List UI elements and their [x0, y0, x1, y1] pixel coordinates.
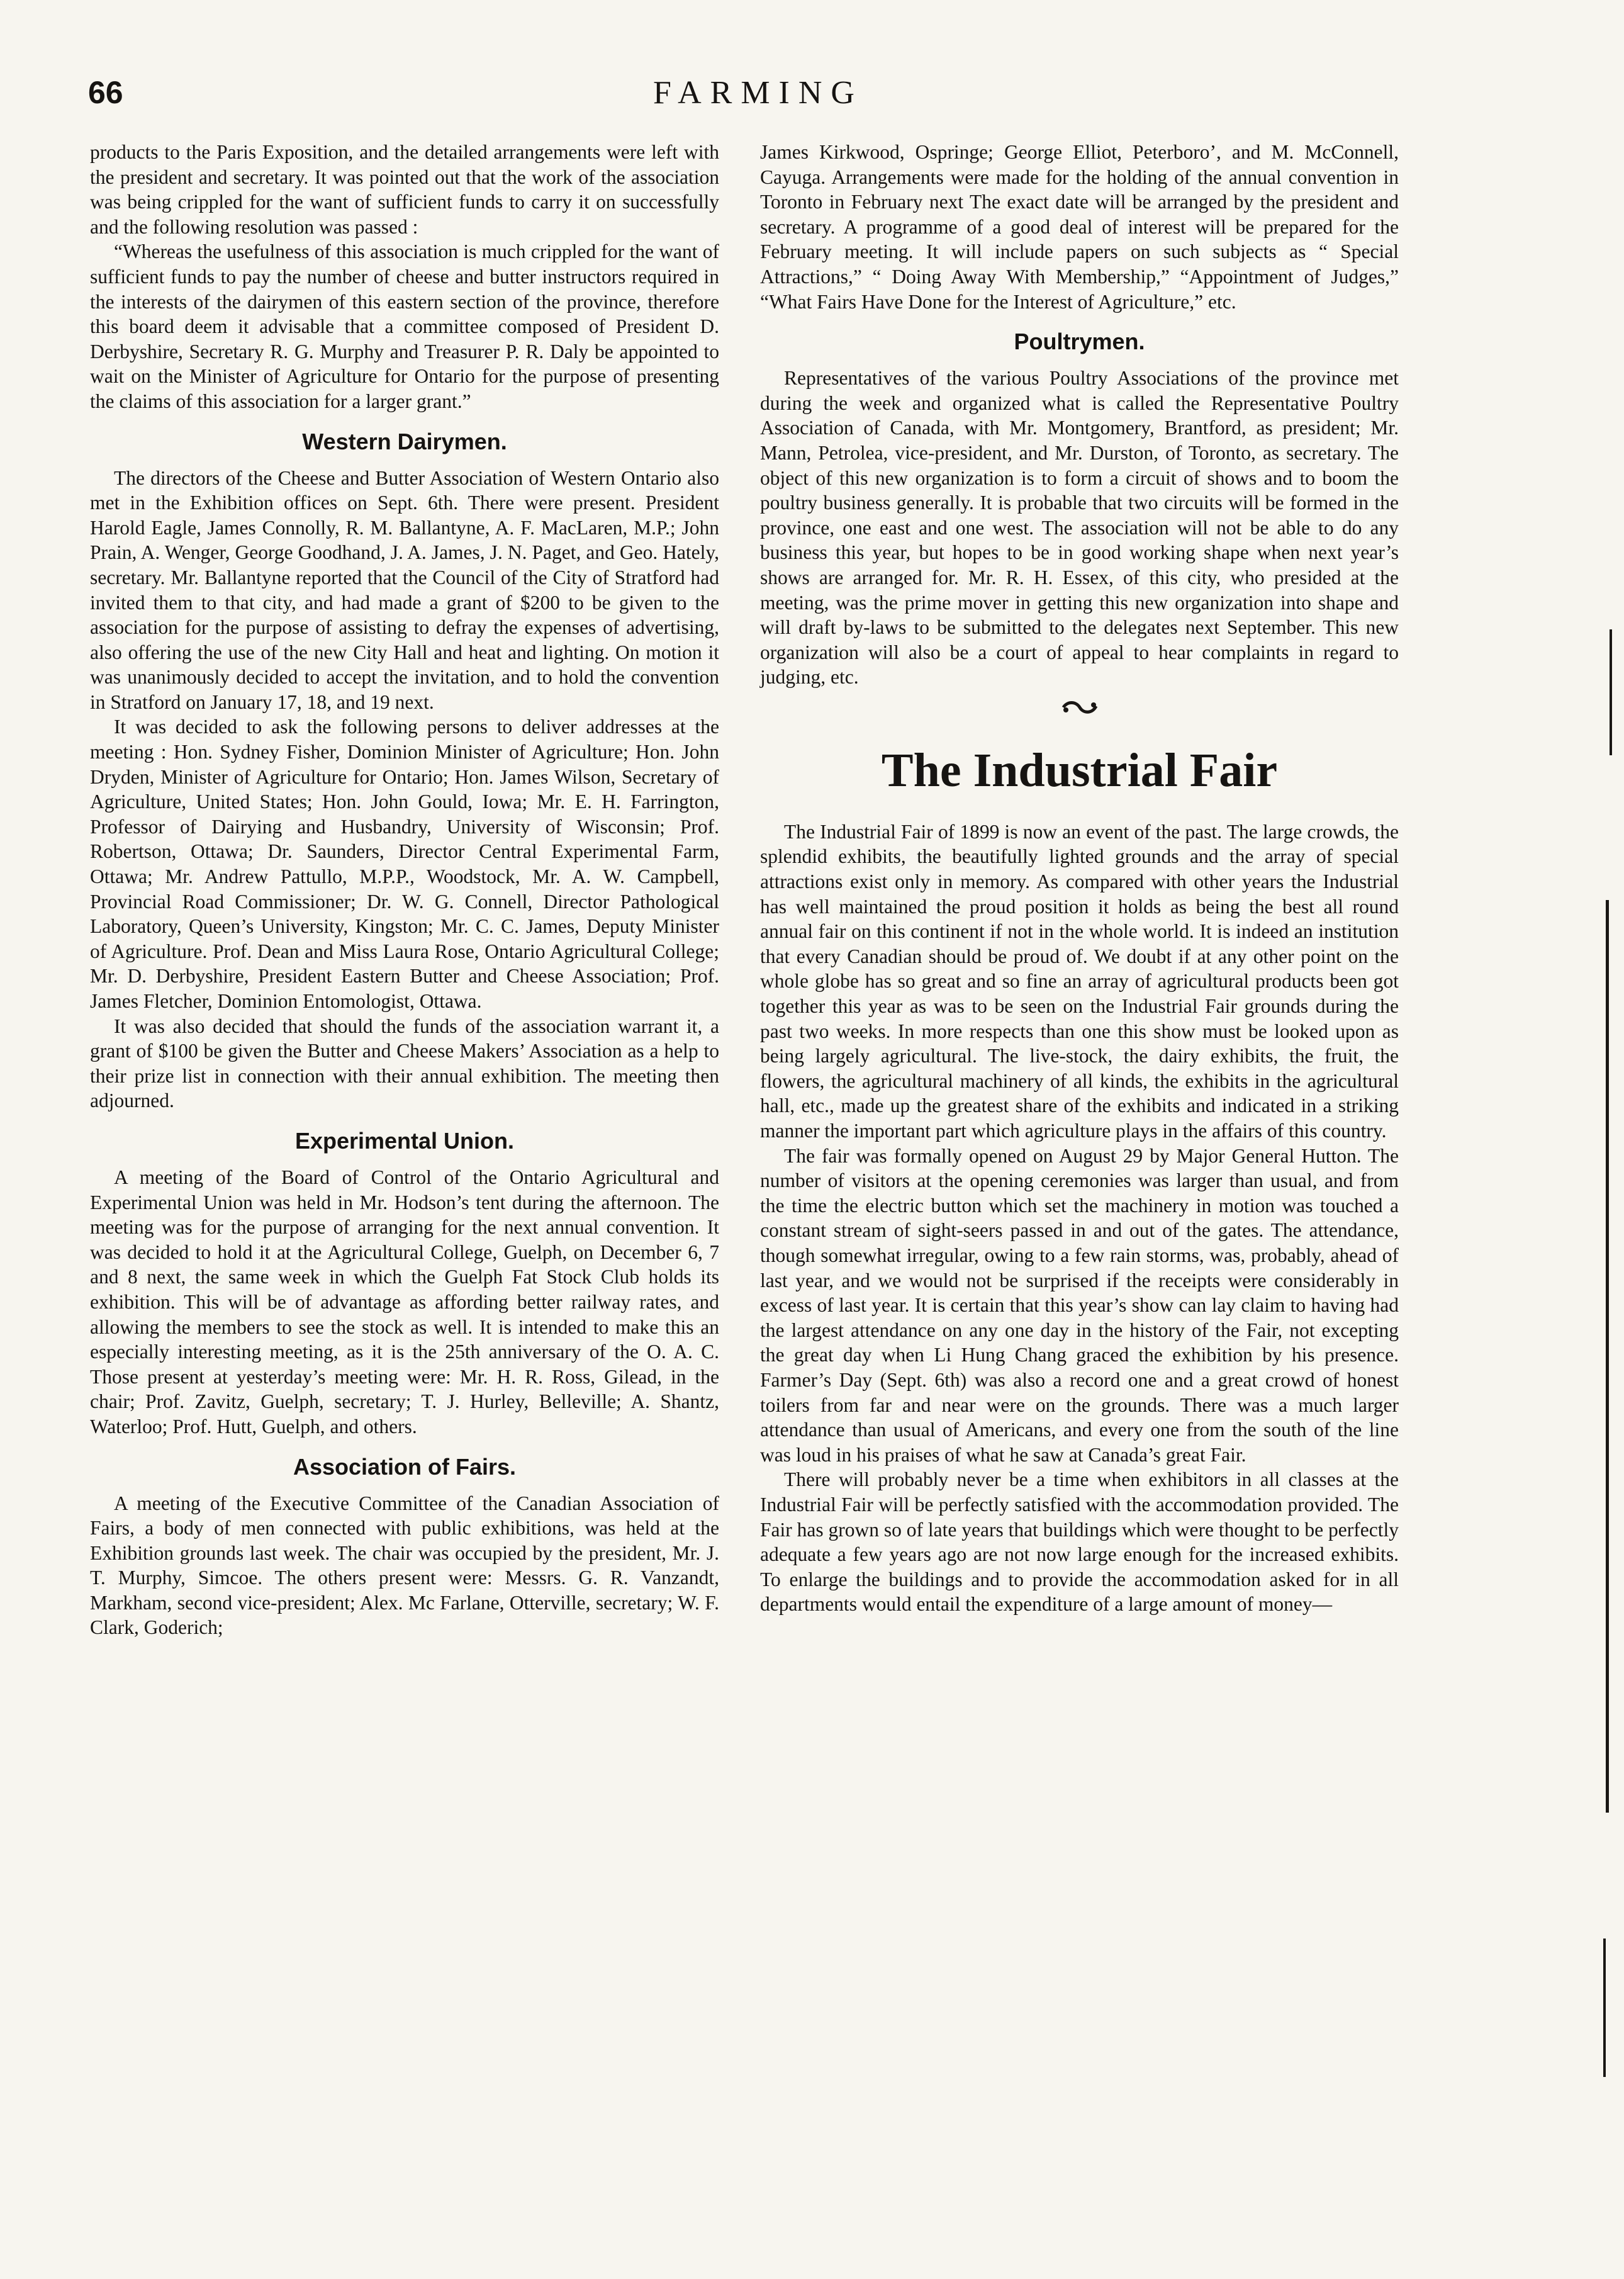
- paragraph: Representatives of the various Poultry Associations of the province met during the week and organized what is called the Representative Poultry Association of Canada, with Mr. Montgomery, Brantford, as president; Mr. Mann, Petrolea, vice-president, and Mr. Durston, of Toronto, as secretary. The object of this new organization is to form a circuit of shows and to boom the poultry business generally. It is probable that two circuits will be formed in the province, one east and one west. The association will not be able to do any business this year, but hopes to be in good working shape when next year’s shows are arranged for. Mr. R. H. Essex, of this city, who presided at the meeting, was the prime mover in getting this new organization into shape and will draft by-laws to be submitted to the delegates next September. This new organization will also be a court of appeal to hear complaints in regard to judging, etc.: [760, 367, 1399, 689]
- paragraph: The directors of the Cheese and Butter Association of Western Ontario also met in the Exhibition offices on Sept. 6th. There were present. President Harold Eagle, James Connolly, R. M. Ballantyne, A. F. MacLaren, M.P.; John Prain, A. Wenger, George Goodhand, J. A. James, J. N. Paget, and Geo. Hately, secretary. Mr. Ballantyne reported that the Council of the City of Stratford had invited them to that city, and had made a grant of $200 to be given to the association for the purpose of assisting to defray the expenses of advertising, also offering the use of the new City Hall and heat and lighting. On motion it was unanimously decided to accept the invitation, and to hold the convention in Stratford on January 17, 18, and 19 next.: [90, 466, 719, 713]
- ornament-flourish-icon: [760, 699, 1399, 736]
- right-column: [760, 140, 1399, 1617]
- paragraph: The fair was formally opened on August 29 by Major General Hutton. The number of visitors at the opening ceremonies was larger than usual, and from the time the electric button which set the machinery in motion was touched a constant stream of sight-seers passed in and out of the gates. The attendance, though somewhat irregular, owing to a few rain storms, was, probably, ahead of last year, and we would not be surprised if the receipts were considerably in excess of last year. It is certain that this year’s show can lay claim to having had the largest attendance on any one day in the history of the Fair, not excepting the great day when Li Hung Chang graced the exhibition by his presence. Farmer’s Day (Sept. 6th) was also a record one and a great crowd of honest toilers from far and near were on the grounds. There was a much larger attendance than usual of Americans, and every one from the south of the line was loud in his praises of what he saw at Canada’s great Fair.: [760, 1144, 1399, 1466]
- page-number: 66: [88, 75, 123, 110]
- paragraph: A meeting of the Executive Committee of the Canadian Association of Fairs, a body of men connected with public exhibitions, was held at the Exhibition grounds last week. The chair was occupied by the president, Mr. J. T. Murphy, Simcoe. The others present were: Messrs. G. R. Vanzandt, Markham, second vice-president; Alex. Mc Farlane, Otterville, secretary; W. F. Clark, Goderich;: [90, 1492, 719, 1639]
- section-heading-western-dairymen: Western Dairymen.: [302, 428, 507, 454]
- running-title: FARMING: [653, 75, 863, 111]
- section-heading-experimental-union: Experimental Union.: [294, 1127, 515, 1154]
- page-header: [88, 74, 1428, 125]
- resolution-quote: “Whereas the usefulness of this association is much crippled for the want of sufficient funds to pay the number of cheese and butter instructors required in the interests of the dairymen of this eastern section of the province, therefore this board deem it advisable that a committee composed of President D. Derbyshire, Secretary R. G. Murphy and Treasurer P. R. Daly be appointed to wait on the Minister of Agriculture for Ontario for the purpose of presenting the claims of this association for a larger grant.”: [90, 240, 719, 412]
- paragraph: There will probably never be a time when exhibitors in all classes at the Industrial Fair will be perfectly satisfied with the accommodation provided. The Fair has grown so of late years that buildings which were thought to be perfectly adequate a few years ago are not now large enough for the increased exhibits. To enlarge the buildings and to provide the accommodation asked for in all departments would entail the expenditure of a large amount of money—: [760, 1468, 1399, 1616]
- section-heading-association-of-fairs: Association of Fairs.: [293, 1453, 517, 1480]
- paragraph: The Industrial Fair of 1899 is now an event of the past. The large crowds, the splendid exhibits, the beautifully lighted grounds and the array of special attractions exist only in memory. As compared with other years the Industrial has well maintained the proud position it holds as being the best all round annual fair on this continent if not in the whole world. It is indeed an institution that every Canadian should be proud of. We doubt if at any other point on the whole globe has so great and so fine an array of agricultural products been got together this year as was to be seen on the Industrial Fair grounds during the past two weeks. In more respects than one this show must be looked upon as being largely agricultural. The live-stock, the dairy exhibits, the fruit, the flowers, the agricultural machinery of all kinds, the exhibits in the agricultural hall, etc., made up the greatest share of the exhibits and indicated in a striking manner the important part which agriculture plays in the affairs of this country.: [760, 820, 1399, 1142]
- paragraph: products to the Paris Exposition, and the detailed arrangements were left with the president and secretary. It was pointed out that the work of the association was being crippled for the want of sufficient funds to carry it on successfully and the following resolution was passed :: [90, 141, 719, 238]
- paragraph: James Kirkwood, Ospringe; George Elliot, Peterboro’, and M. McConnell, Cayuga. Arrangements were made for the holding of the annual convention in Toronto in February next The exact date will be arranged by the president and secretary. A programme of a good deal of interest will be prepared for the February meeting. It will include papers on such subjects as “ Special Attractions,” “ Doing Away With Membership,” “Appointment of Judges,” “What Fairs Have Done for the Interest of Agriculture,” etc.: [760, 141, 1399, 313]
- paragraph: It was also decided that should the funds of the association warrant it, a grant of $100 be given the Butter and Cheese Makers’ Association as a help to their prize list in connection with their annual exhibition. The meeting then adjourned.: [90, 1015, 719, 1112]
- left-column: [90, 140, 719, 1640]
- scan-edge-mark: [1603, 1939, 1606, 2077]
- article-title: The Industrial Fair: [881, 743, 1278, 797]
- scan-edge-mark: [1606, 900, 1609, 1813]
- paragraph: A meeting of the Board of Control of the Ontario Agricultural and Experimental Union was held in Mr. Hodson’s tent during the afternoon. The meeting was for the purpose of arranging for the next annual convention. It was decided to hold it at the Agricultural College, Guelph, on December 6, 7 and 8 next, the same week in which the Guelph Fat Stock Club holds its exhibition. This will be of advantage as affording better railway rates, and allowing the members to see the stock as well. It is intended to make this an especially interesting meeting, as it is the 25th anniversary of the O. A. C. Those present at yesterday’s meeting were: Mr. H. R. Ross, Gilead, in the chair; Prof. Zavitz, Guelph, secretary; T. J. Hurley, Belleville; A. Shantz, Waterloo; Prof. Hutt, Guelph, and others.: [90, 1166, 719, 1438]
- section-heading-poultrymen: Poultrymen.: [1014, 329, 1145, 355]
- paragraph: It was decided to ask the following persons to deliver addresses at the meeting : Hon. Sydney Fisher, Dominion Minister of Agriculture; Hon. John Dryden, Minister of Agriculture for Ontario; Hon. James Wilson, Secretary of Agriculture, United States; Hon. John Gould, Iowa; Mr. E. H. Farrington, Professor of Dairying and Husbandry, University of Wisconsin; Prof. Robertson, Ottawa; Dr. Saunders, Director Central Experimental Farm, Ottawa; Mr. Andrew Pattullo, M.P.P., Woodstock, Mr. A. W. Campbell, Provincial Road Commissioner; Dr. W. G. Connell, Director Pathological Laboratory, Queen’s University, Kingston; Mr. C. C. James, Deputy Minister of Agriculture. Prof. Dean and Miss Laura Rose, Ontario Agricultural College; Mr. D. Derbyshire, President Eastern Butter and Cheese Association; Prof. James Fletcher, Dominion Entomologist, Ottawa.: [90, 716, 719, 1012]
- scan-edge-mark: [1610, 629, 1612, 755]
